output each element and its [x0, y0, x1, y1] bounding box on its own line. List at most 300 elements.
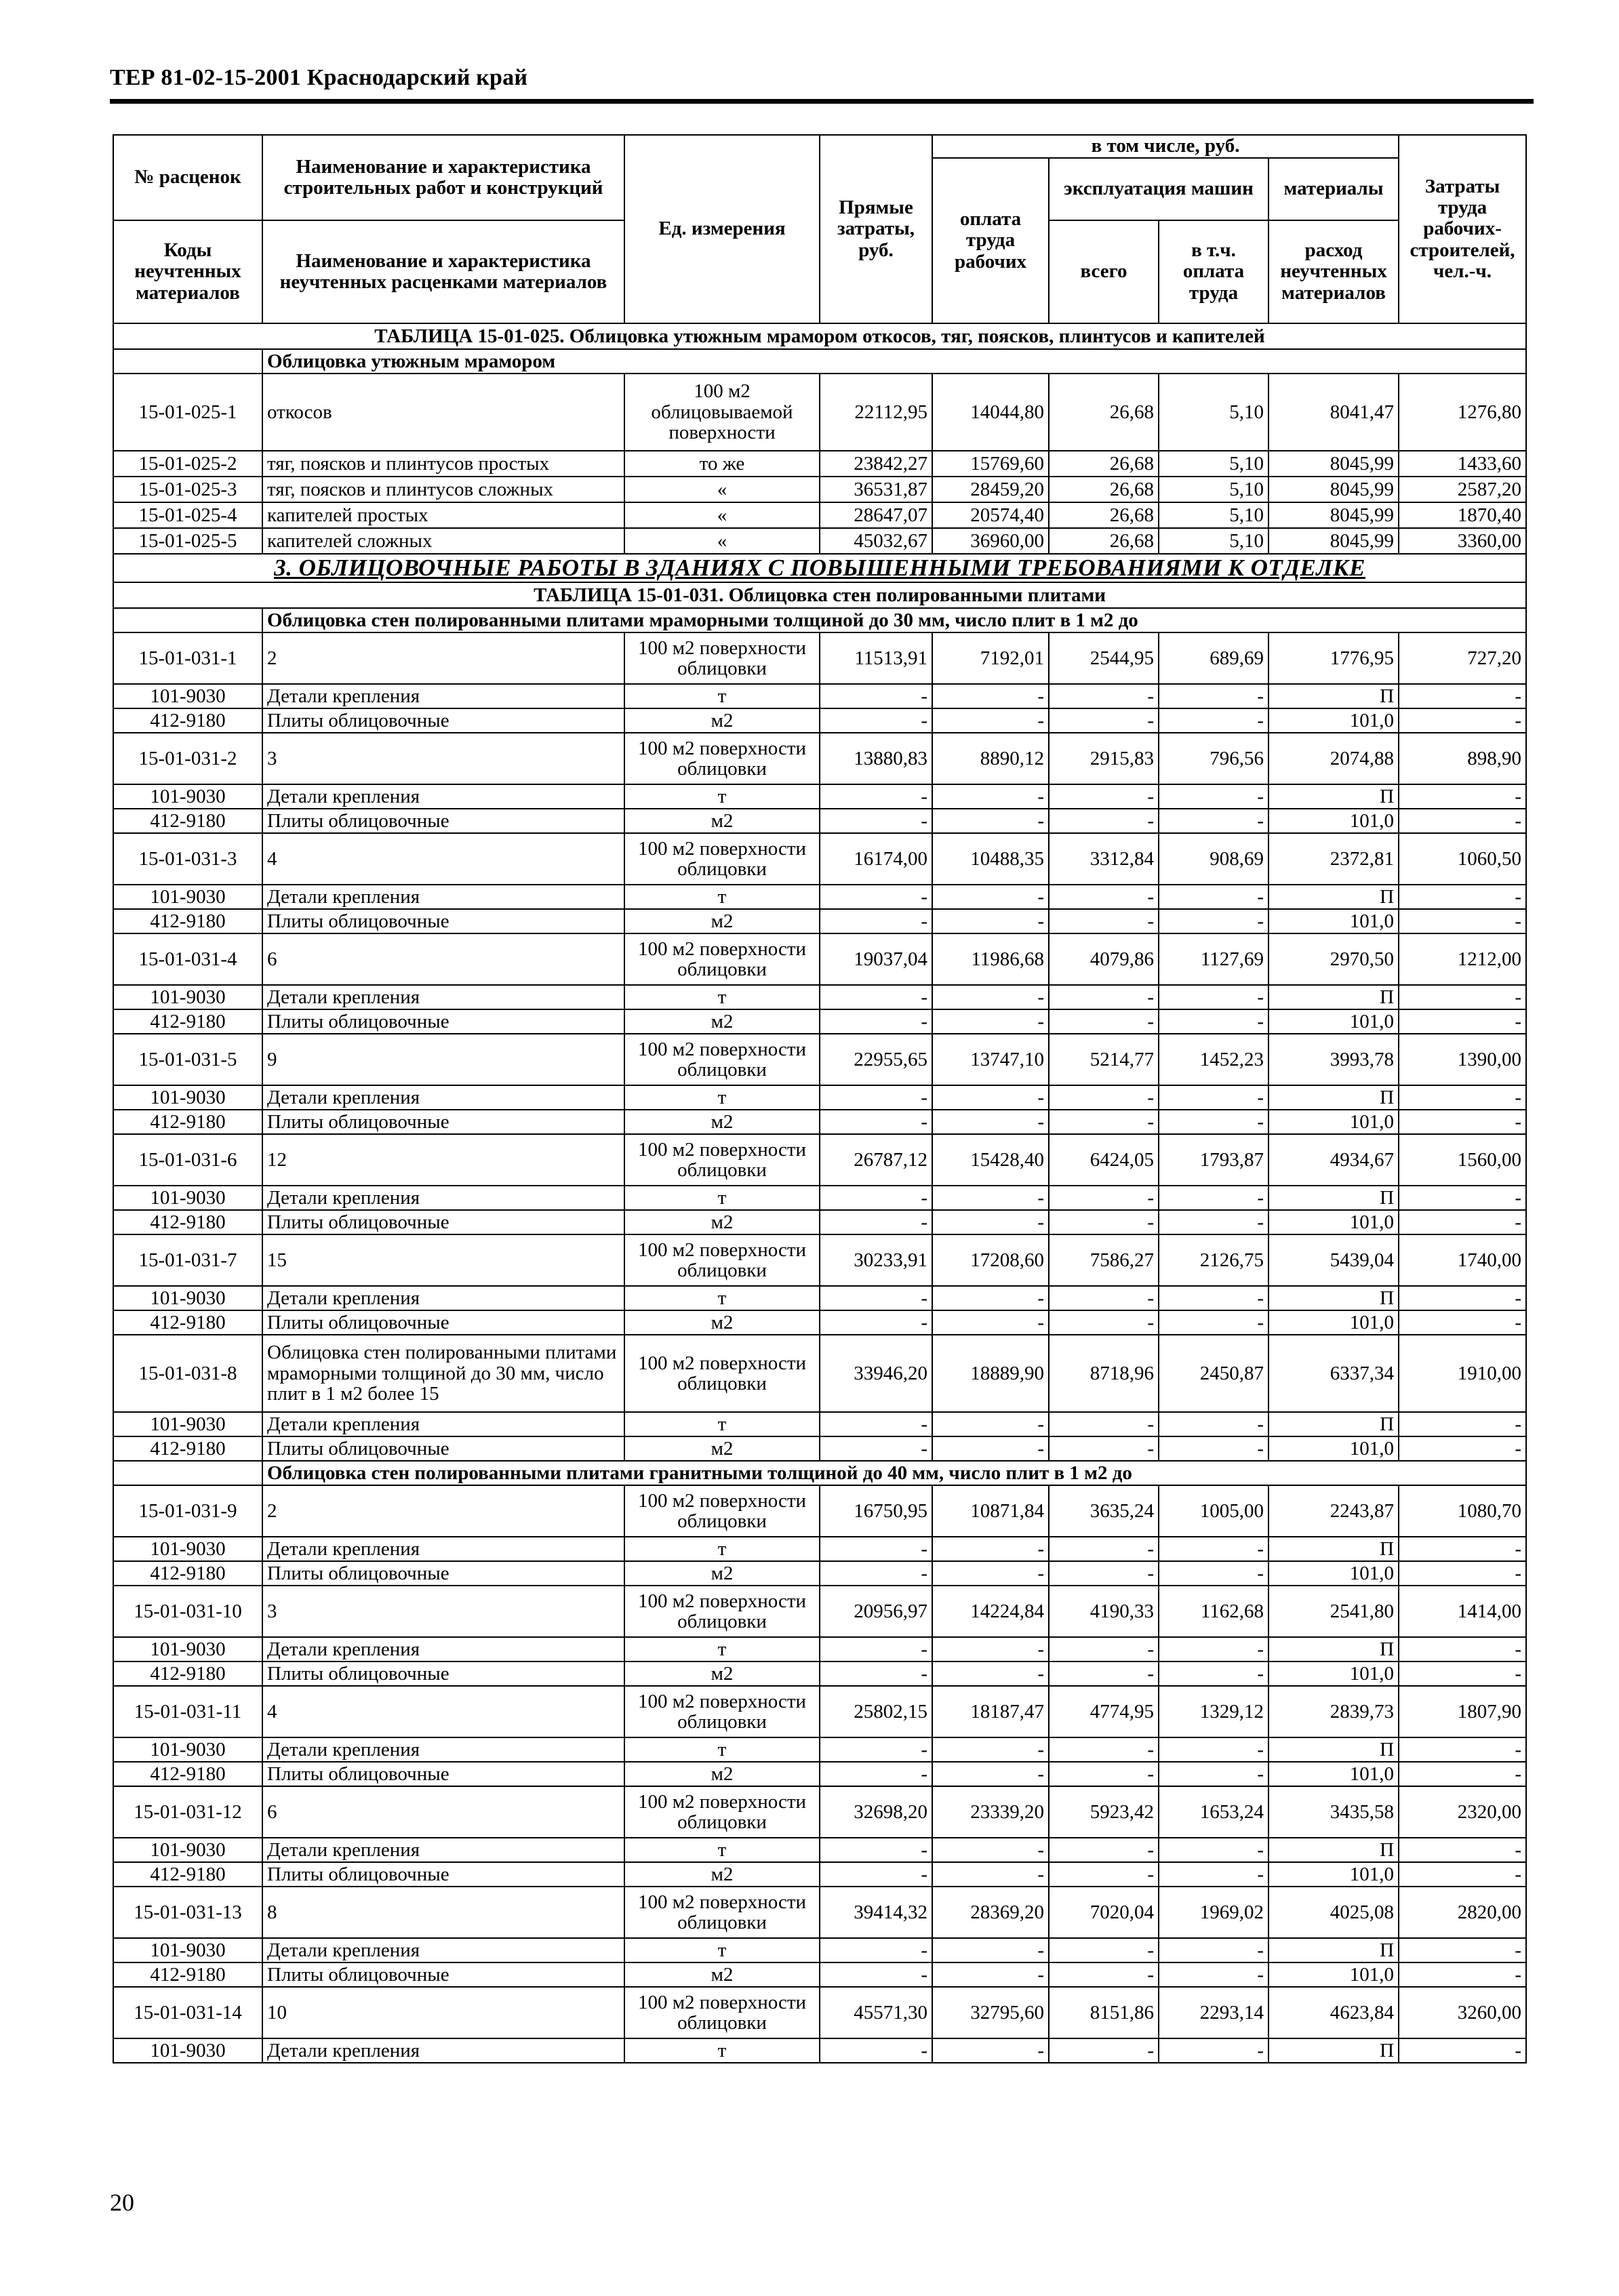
direct-cost: 16750,95 [820, 1485, 932, 1537]
direct-cost: - [820, 1838, 932, 1862]
direct-cost: 45032,67 [820, 528, 932, 554]
material-unit: м2 [624, 1561, 820, 1586]
labor-pay: - [932, 885, 1049, 909]
labor-pay: 36960,00 [932, 528, 1049, 554]
direct-cost: 23842,27 [820, 451, 932, 477]
labor-cost: - [1399, 1938, 1526, 1962]
material-consumption: П [1268, 1085, 1399, 1110]
material-row [113, 1862, 1526, 1887]
machines-total: - [1049, 1186, 1159, 1210]
work-name: 12 [262, 1134, 624, 1186]
material-row [113, 784, 1526, 809]
material-name: Детали крепления [262, 1938, 624, 1962]
labor-pay: - [932, 985, 1049, 1009]
rate-code: 15-01-031-6 [113, 1134, 262, 1186]
labor-cost: 1560,00 [1399, 1134, 1526, 1186]
machines-pay: 2450,87 [1159, 1335, 1268, 1412]
labor-cost: - [1399, 1737, 1526, 1762]
labor-pay: 10488,35 [932, 833, 1049, 885]
table-row [113, 1987, 1526, 2038]
table-title-025: ТАБЛИЦА 15-01-025. Облицовка утюжным мрамором откосов, тяг, поясков, плинтусов и капителей [113, 323, 1526, 349]
material-name: Плиты облицовочные [262, 1310, 624, 1335]
material-code: 412-9180 [113, 1962, 262, 1987]
labor-cost: - [1399, 684, 1526, 708]
labor-pay: - [932, 1210, 1049, 1234]
material-consumption: 101,0 [1268, 1862, 1399, 1887]
labor-cost: - [1399, 1561, 1526, 1586]
direct-cost: 36531,87 [820, 477, 932, 502]
material-code: 101-9030 [113, 1737, 262, 1762]
machines-pay: - [1159, 1110, 1268, 1134]
material-unit: т [624, 1412, 820, 1436]
material-unit: м2 [624, 1661, 820, 1686]
table-row [113, 374, 1526, 451]
material-name: Плиты облицовочные [262, 1436, 624, 1461]
labor-cost: 898,90 [1399, 733, 1526, 784]
machines-pay: 908,69 [1159, 833, 1268, 885]
col-labor-pay: оплата труда рабочих [932, 158, 1049, 323]
labor-pay: 7192,01 [932, 632, 1049, 684]
direct-cost: - [820, 708, 932, 733]
machines-total: - [1049, 1286, 1159, 1310]
unit: 100 м2 поверхности облицовки [624, 1786, 820, 1838]
material-code: 101-9030 [113, 1537, 262, 1561]
material-code: 101-9030 [113, 1637, 262, 1661]
col-unit: Ед. измерения [624, 135, 820, 323]
material-consumption: П [1268, 985, 1399, 1009]
materials: 2372,81 [1268, 833, 1399, 885]
unit: 100 м2 поверхности облицовки [624, 933, 820, 985]
work-name: Облицовка стен полированными плитами мраморными толщиной до 30 мм, число плит в 1 м2 более 15 [262, 1335, 624, 1412]
unit: 100 м2 облицовываемой поверхности [624, 374, 820, 451]
material-row [113, 1737, 1526, 1762]
machines-total: 4079,86 [1049, 933, 1159, 985]
direct-cost: - [820, 1938, 932, 1962]
labor-cost: - [1399, 1085, 1526, 1110]
material-name: Детали крепления [262, 1637, 624, 1661]
material-name: Плиты облицовочные [262, 1962, 624, 1987]
labor-cost: - [1399, 1210, 1526, 1234]
material-consumption: П [1268, 1286, 1399, 1310]
work-name: 6 [262, 1786, 624, 1838]
direct-cost: - [820, 1661, 932, 1686]
materials: 8045,99 [1268, 477, 1399, 502]
material-code: 412-9180 [113, 1436, 262, 1461]
labor-pay: 11986,68 [932, 933, 1049, 985]
group-label-025: Облицовка утюжным мрамором [262, 349, 1526, 374]
direct-cost: - [820, 985, 932, 1009]
labor-pay: - [932, 1537, 1049, 1561]
labor-pay: 20574,40 [932, 502, 1049, 528]
machines-pay: 689,69 [1159, 632, 1268, 684]
material-name: Плиты облицовочные [262, 1210, 624, 1234]
machines-pay: - [1159, 885, 1268, 909]
machines-pay: - [1159, 1862, 1268, 1887]
material-name: Детали крепления [262, 1838, 624, 1862]
material-unit: т [624, 784, 820, 809]
labor-cost: 1433,60 [1399, 451, 1526, 477]
materials: 4025,08 [1268, 1887, 1399, 1938]
work-name: 10 [262, 1987, 624, 2038]
material-name: Плиты облицовочные [262, 809, 624, 833]
direct-cost: - [820, 1737, 932, 1762]
materials: 2541,80 [1268, 1586, 1399, 1637]
material-row [113, 2038, 1526, 2063]
machines-total: 26,68 [1049, 451, 1159, 477]
unit: « [624, 477, 820, 502]
material-name: Детали крепления [262, 885, 624, 909]
table-row [113, 477, 1526, 502]
machines-total: 2544,95 [1049, 632, 1159, 684]
material-row [113, 1286, 1526, 1310]
materials: 2074,88 [1268, 733, 1399, 784]
material-row [113, 1009, 1526, 1034]
labor-pay: 23339,20 [932, 1786, 1049, 1838]
machines-pay: 5,10 [1159, 451, 1268, 477]
labor-cost: - [1399, 985, 1526, 1009]
material-row [113, 1310, 1526, 1335]
machines-total: 26,68 [1049, 502, 1159, 528]
material-unit: м2 [624, 1436, 820, 1461]
labor-pay: - [932, 1661, 1049, 1686]
material-name: Детали крепления [262, 1286, 624, 1310]
rate-code: 15-01-025-2 [113, 451, 262, 477]
material-code: 412-9180 [113, 1110, 262, 1134]
material-code: 101-9030 [113, 1412, 262, 1436]
labor-cost: - [1399, 1110, 1526, 1134]
material-code: 101-9030 [113, 985, 262, 1009]
work-name: 9 [262, 1034, 624, 1085]
machines-pay: 5,10 [1159, 502, 1268, 528]
material-name: Детали крепления [262, 1085, 624, 1110]
material-consumption: П [1268, 1412, 1399, 1436]
labor-cost: - [1399, 1009, 1526, 1034]
material-code: 101-9030 [113, 1186, 262, 1210]
rate-code: 15-01-025-4 [113, 502, 262, 528]
work-name: тяг, поясков и плинтусов сложных [262, 477, 624, 502]
material-name: Плиты облицовочные [262, 1110, 624, 1134]
direct-cost: - [820, 1286, 932, 1310]
unit: 100 м2 поверхности облицовки [624, 833, 820, 885]
machines-pay: - [1159, 1210, 1268, 1234]
material-consumption: П [1268, 2038, 1399, 2063]
material-unit: т [624, 985, 820, 1009]
labor-pay: - [932, 1436, 1049, 1461]
machines-pay: - [1159, 909, 1268, 933]
labor-pay: 8890,12 [932, 733, 1049, 784]
rate-code: 15-01-031-1 [113, 632, 262, 684]
machines-pay: - [1159, 708, 1268, 733]
material-code: 101-9030 [113, 1085, 262, 1110]
labor-cost: 1870,40 [1399, 502, 1526, 528]
machines-total: - [1049, 708, 1159, 733]
group-label: Облицовка стен полированными плитами мраморными толщиной до 30 мм, число плит в 1 м2 до [262, 608, 1526, 632]
group-row [113, 1461, 1526, 1485]
labor-cost: - [1399, 1838, 1526, 1862]
page-number: 20 [110, 2189, 134, 2216]
material-unit: м2 [624, 1110, 820, 1134]
machines-pay: 796,56 [1159, 733, 1268, 784]
machines-pay: 1793,87 [1159, 1134, 1268, 1186]
labor-pay: 28459,20 [932, 477, 1049, 502]
machines-pay: 2293,14 [1159, 1987, 1268, 2038]
machines-pay: - [1159, 1537, 1268, 1561]
machines-total: 5214,77 [1049, 1034, 1159, 1085]
unit: 100 м2 поверхности облицовки [624, 1335, 820, 1412]
rate-code: 15-01-031-7 [113, 1234, 262, 1286]
material-consumption: П [1268, 1186, 1399, 1210]
col-labor-cost: Затраты труда рабочих-строителей, чел.-ч. [1399, 135, 1526, 323]
material-consumption: 101,0 [1268, 809, 1399, 833]
material-row [113, 1085, 1526, 1110]
material-name: Плиты облицовочные [262, 909, 624, 933]
col-machines-group: эксплуатация машин [1049, 158, 1268, 220]
unit: 100 м2 поверхности облицовки [624, 1485, 820, 1537]
machines-total: - [1049, 1537, 1159, 1561]
direct-cost: - [820, 1210, 932, 1234]
direct-cost: - [820, 809, 932, 833]
labor-cost: 1276,80 [1399, 374, 1526, 451]
machines-total: 26,68 [1049, 528, 1159, 554]
labor-pay: - [932, 1637, 1049, 1661]
work-name: капителей сложных [262, 528, 624, 554]
material-row [113, 1436, 1526, 1461]
material-consumption: 101,0 [1268, 1962, 1399, 1987]
machines-pay: - [1159, 1637, 1268, 1661]
labor-pay: 18889,90 [932, 1335, 1049, 1412]
material-consumption: П [1268, 1637, 1399, 1661]
machines-total: - [1049, 1637, 1159, 1661]
materials: 6337,34 [1268, 1335, 1399, 1412]
labor-cost: 2320,00 [1399, 1786, 1526, 1838]
machines-total: - [1049, 1110, 1159, 1134]
material-row [113, 1561, 1526, 1586]
material-unit: т [624, 1637, 820, 1661]
machines-pay: 2126,75 [1159, 1234, 1268, 1286]
direct-cost: - [820, 784, 932, 809]
labor-pay: 15769,60 [932, 451, 1049, 477]
labor-cost: 1060,50 [1399, 833, 1526, 885]
direct-cost: - [820, 1862, 932, 1887]
labor-cost: - [1399, 784, 1526, 809]
labor-cost: 1080,70 [1399, 1485, 1526, 1537]
machines-total: 3635,24 [1049, 1485, 1159, 1537]
labor-pay: - [932, 1110, 1049, 1134]
labor-cost: 1390,00 [1399, 1034, 1526, 1085]
table-title-031: ТАБЛИЦА 15-01-031. Облицовка стен полированными плитами [113, 582, 1526, 608]
material-row [113, 885, 1526, 909]
table-row [113, 528, 1526, 554]
labor-pay: 18187,47 [932, 1686, 1049, 1737]
material-consumption: 101,0 [1268, 1661, 1399, 1686]
direct-cost: 22112,95 [820, 374, 932, 451]
machines-pay: - [1159, 1009, 1268, 1034]
labor-cost: - [1399, 1436, 1526, 1461]
direct-cost: - [820, 1762, 932, 1786]
material-consumption: П [1268, 1537, 1399, 1561]
material-name: Плиты облицовочные [262, 1762, 624, 1786]
header-rule [110, 99, 1534, 104]
unit: то же [624, 451, 820, 477]
labor-cost: 1740,00 [1399, 1234, 1526, 1286]
labor-pay: - [932, 1938, 1049, 1962]
machines-total: 8151,86 [1049, 1987, 1159, 2038]
material-unit: т [624, 1286, 820, 1310]
material-unit: т [624, 1737, 820, 1762]
material-name: Детали крепления [262, 784, 624, 809]
machines-total: - [1049, 985, 1159, 1009]
table-row [113, 1134, 1526, 1186]
direct-cost: - [820, 684, 932, 708]
machines-pay: - [1159, 1186, 1268, 1210]
machines-pay: - [1159, 1310, 1268, 1335]
machines-pay: - [1159, 809, 1268, 833]
rate-code: 15-01-031-4 [113, 933, 262, 985]
labor-pay: - [932, 1009, 1049, 1034]
table-row [113, 933, 1526, 985]
material-code: 412-9180 [113, 1762, 262, 1786]
direct-cost: 22955,65 [820, 1034, 932, 1085]
labor-pay: - [932, 1186, 1049, 1210]
labor-pay: - [932, 1838, 1049, 1862]
unit: 100 м2 поверхности облицовки [624, 1034, 820, 1085]
direct-cost: 20956,97 [820, 1586, 932, 1637]
table-row [113, 833, 1526, 885]
materials: 1776,95 [1268, 632, 1399, 684]
machines-pay: - [1159, 985, 1268, 1009]
material-row [113, 1962, 1526, 1987]
machines-total: - [1049, 1838, 1159, 1862]
machines-total: 3312,84 [1049, 833, 1159, 885]
rate-code: 15-01-031-2 [113, 733, 262, 784]
machines-total: - [1049, 684, 1159, 708]
materials: 4934,67 [1268, 1134, 1399, 1186]
material-code: 412-9180 [113, 1210, 262, 1234]
direct-cost: - [820, 1009, 932, 1034]
labor-pay: - [932, 684, 1049, 708]
machines-total: - [1049, 1962, 1159, 1987]
direct-cost: - [820, 1110, 932, 1134]
machines-total: - [1049, 1862, 1159, 1887]
material-row [113, 684, 1526, 708]
labor-cost: - [1399, 1637, 1526, 1661]
machines-total: 8718,96 [1049, 1335, 1159, 1412]
labor-cost: - [1399, 1286, 1526, 1310]
labor-cost: - [1399, 909, 1526, 933]
labor-pay: 14044,80 [932, 374, 1049, 451]
table-row [113, 632, 1526, 684]
labor-pay: - [932, 784, 1049, 809]
direct-cost: 30233,91 [820, 1234, 932, 1286]
machines-pay: - [1159, 1561, 1268, 1586]
machines-total: 2915,83 [1049, 733, 1159, 784]
material-name: Плиты облицовочные [262, 1661, 624, 1686]
material-code: 101-9030 [113, 1286, 262, 1310]
machines-pay: 1162,68 [1159, 1586, 1268, 1637]
machines-total: 26,68 [1049, 477, 1159, 502]
direct-cost: 13880,83 [820, 733, 932, 784]
machines-total: - [1049, 885, 1159, 909]
labor-cost: - [1399, 1862, 1526, 1887]
direct-cost: 45571,30 [820, 1987, 932, 2038]
material-row [113, 809, 1526, 833]
machines-total: - [1049, 909, 1159, 933]
work-name: 2 [262, 632, 624, 684]
labor-cost: 1807,90 [1399, 1686, 1526, 1737]
machines-pay: 5,10 [1159, 528, 1268, 554]
direct-cost: - [820, 1085, 932, 1110]
materials: 8045,99 [1268, 502, 1399, 528]
machines-pay: - [1159, 2038, 1268, 2063]
labor-pay: 28369,20 [932, 1887, 1049, 1938]
machines-total: 4774,95 [1049, 1686, 1159, 1737]
material-row [113, 1762, 1526, 1786]
material-unit: м2 [624, 708, 820, 733]
col-machines-pay: в т.ч. оплата труда [1159, 220, 1268, 323]
materials: 2970,50 [1268, 933, 1399, 985]
materials: 3993,78 [1268, 1034, 1399, 1085]
labor-pay: - [932, 909, 1049, 933]
material-name: Детали крепления [262, 684, 624, 708]
machines-pay: - [1159, 1286, 1268, 1310]
material-name: Детали крепления [262, 1412, 624, 1436]
unit: 100 м2 поверхности облицовки [624, 1586, 820, 1637]
materials: 8045,99 [1268, 528, 1399, 554]
material-code: 412-9180 [113, 708, 262, 733]
rate-code: 15-01-031-14 [113, 1987, 262, 2038]
rate-code: 15-01-031-3 [113, 833, 262, 885]
work-name: откосов [262, 374, 624, 451]
labor-pay: - [932, 1310, 1049, 1335]
labor-pay: - [932, 2038, 1049, 2063]
material-name: Детали крепления [262, 985, 624, 1009]
table-row [113, 1234, 1526, 1286]
labor-cost: - [1399, 1962, 1526, 1987]
labor-cost: - [1399, 809, 1526, 833]
labor-cost: - [1399, 1537, 1526, 1561]
material-row [113, 909, 1526, 933]
rate-code: 15-01-025-3 [113, 477, 262, 502]
direct-cost: 11513,91 [820, 632, 932, 684]
direct-cost: 25802,15 [820, 1686, 932, 1737]
material-unit: м2 [624, 809, 820, 833]
material-name: Детали крепления [262, 1537, 624, 1561]
direct-cost: 33946,20 [820, 1335, 932, 1412]
unit: « [624, 528, 820, 554]
machines-pay: 1969,02 [1159, 1887, 1268, 1938]
labor-cost: 1212,00 [1399, 933, 1526, 985]
material-name: Детали крепления [262, 2038, 624, 2063]
rate-code: 15-01-031-12 [113, 1786, 262, 1838]
material-consumption: 101,0 [1268, 708, 1399, 733]
machines-total: - [1049, 809, 1159, 833]
unit: 100 м2 поверхности облицовки [624, 632, 820, 684]
rate-code: 15-01-025-5 [113, 528, 262, 554]
unit: 100 м2 поверхности облицовки [624, 1887, 820, 1938]
material-code: 412-9180 [113, 1310, 262, 1335]
document-header: ТЕР 81-02-15-2001 Краснодарский край [110, 65, 528, 90]
direct-cost: - [820, 1436, 932, 1461]
machines-total: - [1049, 1938, 1159, 1962]
table-row [113, 1887, 1526, 1938]
material-row [113, 985, 1526, 1009]
material-code: 101-9030 [113, 1938, 262, 1962]
material-unit: т [624, 684, 820, 708]
machines-pay: - [1159, 1085, 1268, 1110]
materials: 8045,99 [1268, 451, 1399, 477]
material-consumption: П [1268, 1737, 1399, 1762]
labor-cost: 3260,00 [1399, 1987, 1526, 2038]
